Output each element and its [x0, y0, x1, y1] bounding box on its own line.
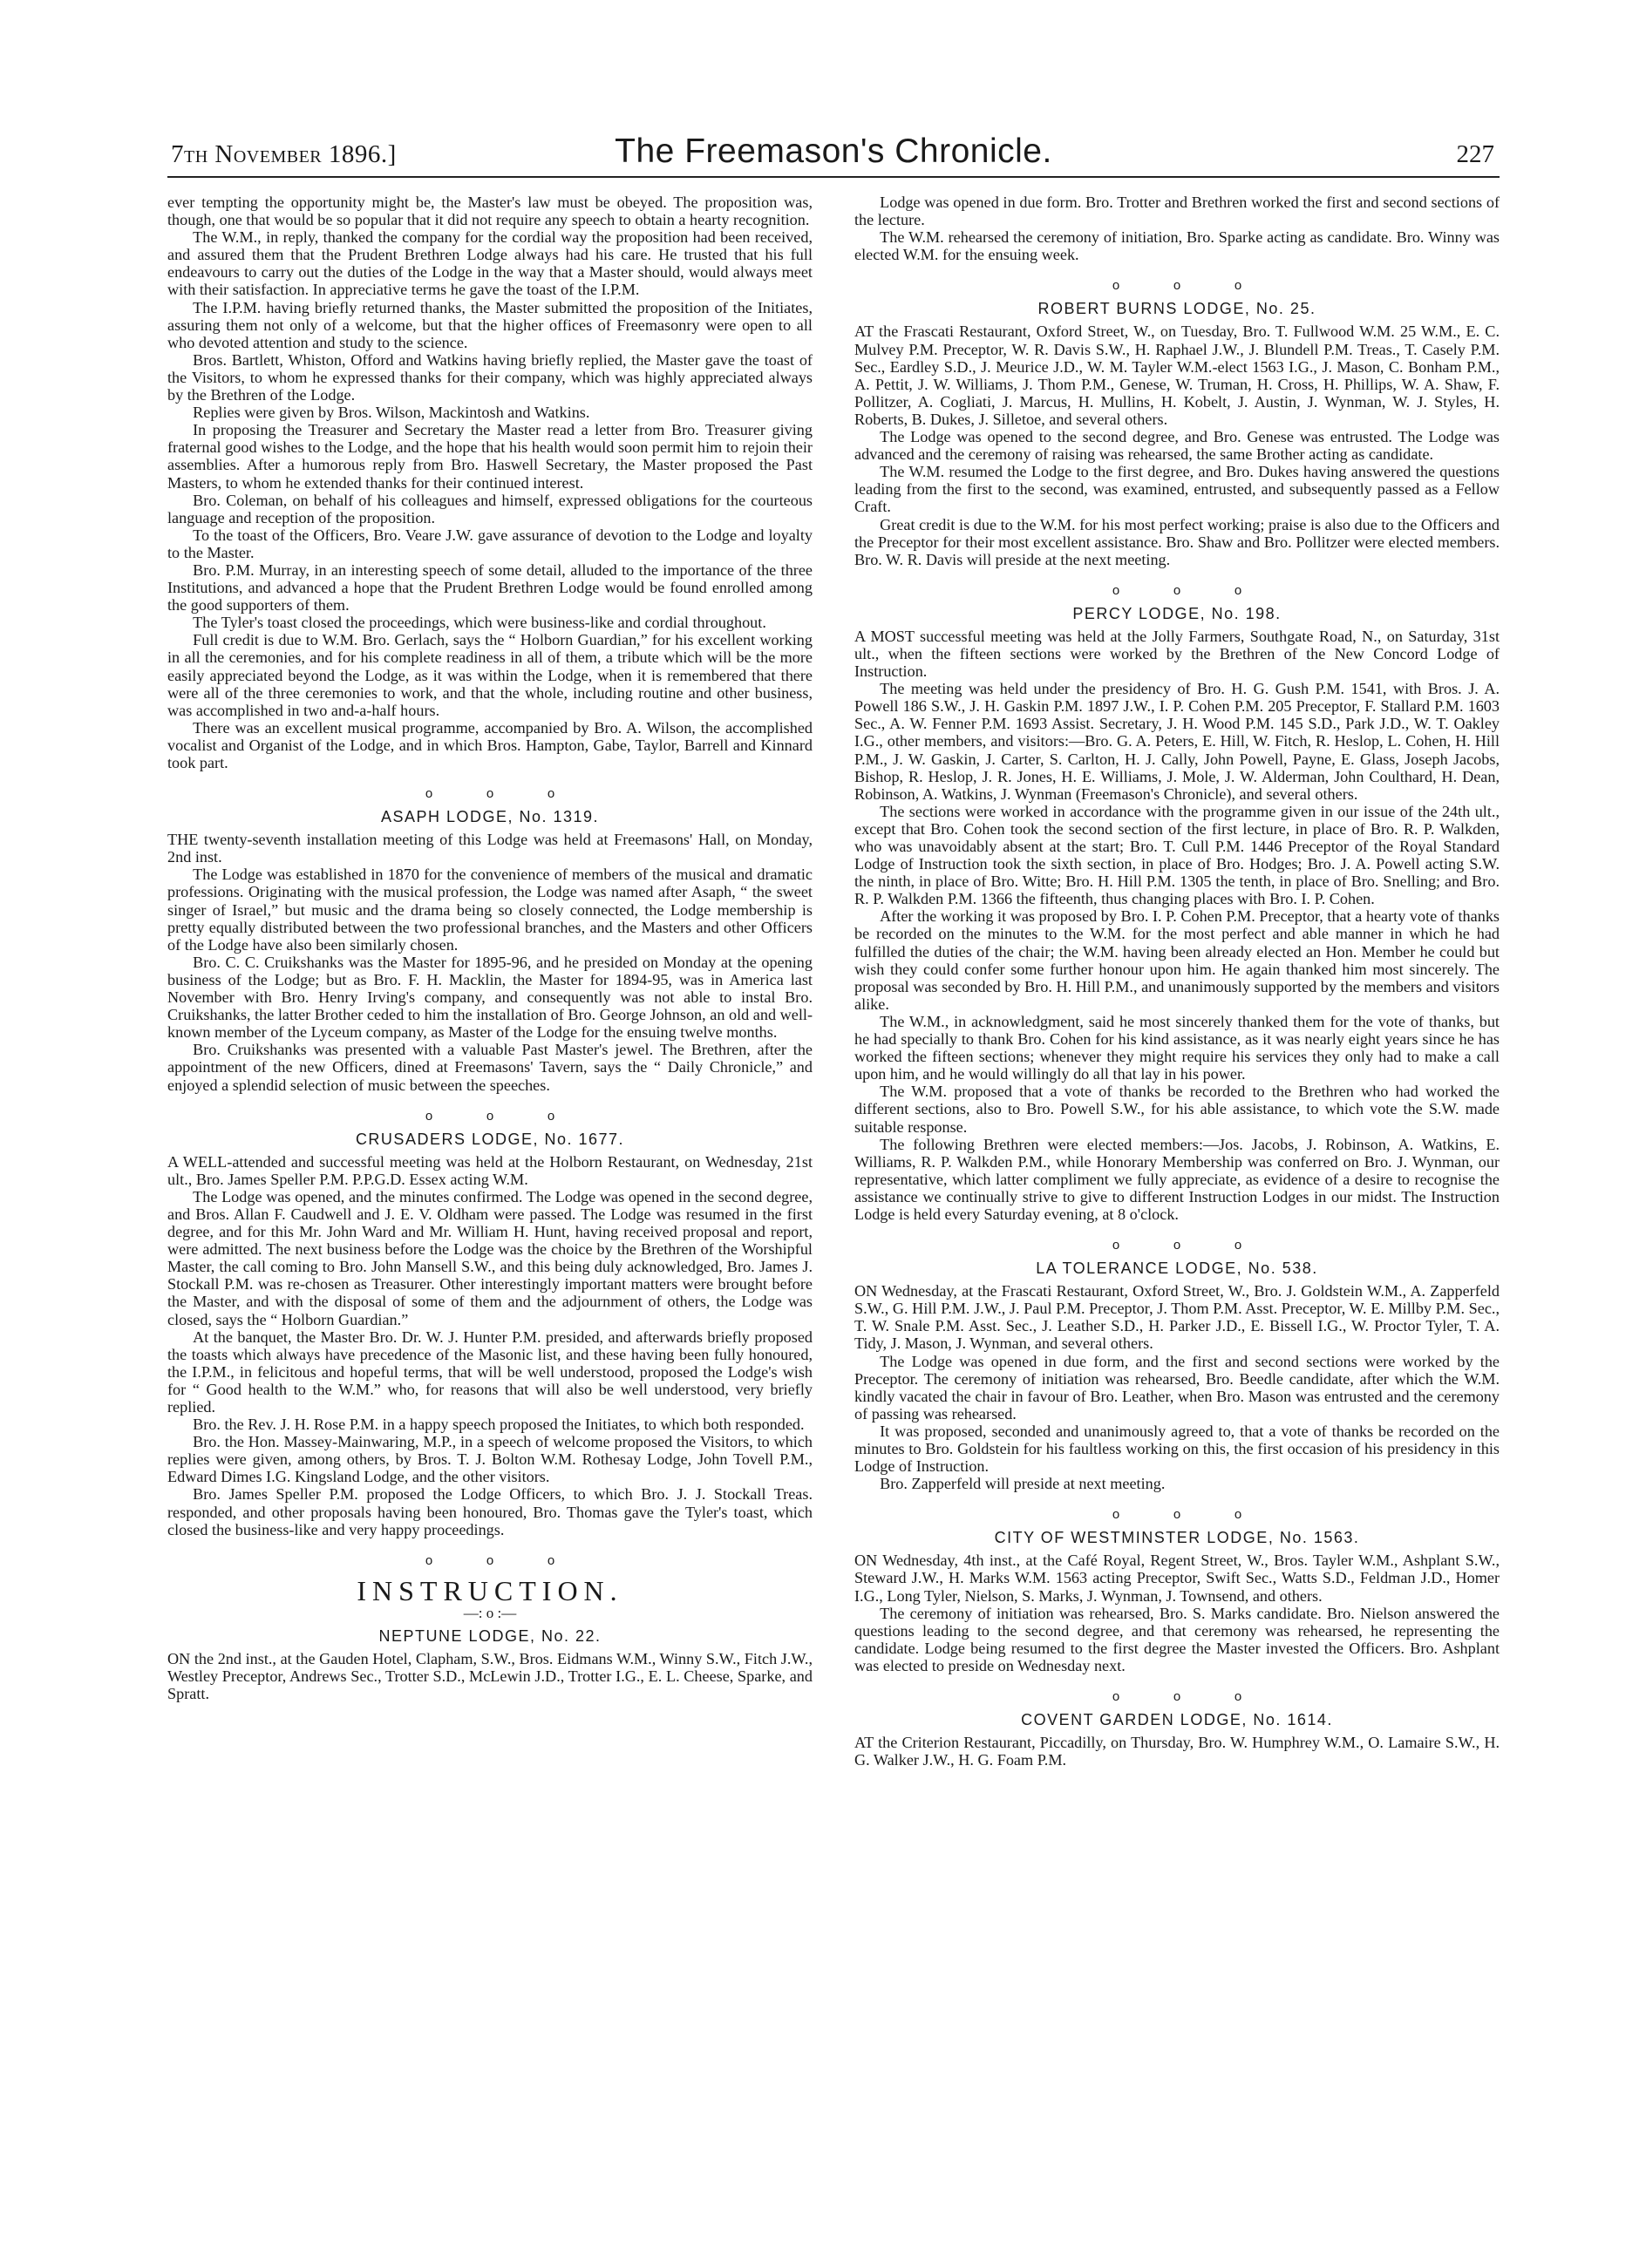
- paragraph: The sections were worked in accordance with the programme given in our issue of the 24th ult., except that Bro. Cohen took the second section of the first lecture, in place of Bro. R. P. Walkden, who was unavoidably absent at the start; Bro. T. Cull P.M. 1446 Preceptor of the Royal Standard Lodge of Instruction took the sixth section, in place of Bro. Hodges; Bro. J. A. Powell acting S.W. the ninth, in place of Bro. Witte; Bro. H. Hill P.M. 1305 the tenth, in place of Bro. Snelling; and Bro. R. P. Walkden P.M. 1366 the fifteenth, thus changing places with Bro. I. P. Cohen.: [854, 802, 1500, 908]
- paragraph: At the banquet, the Master Bro. Dr. W. J. Hunter P.M. presided, and afterwards briefly proposed the toasts which always have precedence of the Masonic list, and these having been fully honoured, the I.P.M., in felicitous and hopeful terms, that will be well understood, proposed the Lodge's wish for “ Good health to the W.M.” who, for reasons that will also be well understood, very briefly replied.: [167, 1328, 813, 1416]
- section-heading: ASAPH LODGE, No. 1319.: [380, 808, 600, 826]
- paragraph: It was proposed, seconded and unanimously agreed to, that a vote of thanks be recorded on the minutes to Bro. Goldstein for his faultless working on this, the first occasion of his presidency in this Lodge of Instruction.: [854, 1422, 1500, 1476]
- paragraph: The W.M. rehearsed the ceremony of initiation, Bro. Sparke acting as candidate. Bro. Winny was elected W.M. for the ensuing week.: [854, 228, 1500, 264]
- section-ornament: o o o: [1112, 1238, 1242, 1253]
- paragraph: Bro. the Rev. J. H. Rose P.M. in a happy speech proposed the Initiates, to which both responded.: [193, 1416, 805, 1434]
- paragraph: Bro. James Speller P.M. proposed the Lodge Officers, to which Bro. J. J. Stockall Treas. responded, and other proposals having been honoured, Bro. Thomas gave the Tyler's toast, which closed the business-like and very happy proceedings.: [167, 1485, 813, 1538]
- section-lead: ON the 2nd inst., at the Gauden Hotel, Clapham, S.W., Bros. Eidmans W.M., Winny S.W., Fitch J.W., Westley Preceptor, Andrews Sec., Trotter S.D., McLewin J.D., Trotter I.G., E. L. Cheese, Sparke, and Spratt.: [167, 1650, 813, 1703]
- section-lead: THE twenty-seventh installation meeting of this Lodge was held at Freemasons' Hall, on Monday, 2nd inst.: [167, 831, 813, 866]
- left-column: [167, 194, 813, 2216]
- section-lead: AT the Criterion Restaurant, Piccadilly, on Thursday, Bro. W. Humphrey W.M., O. Lamaire S.W., H. G. Walker J.W., H. G. Foam P.M.: [854, 1734, 1500, 1769]
- section-ornament: o o o: [1112, 1689, 1242, 1705]
- publication-title: The Freemason's Chronicle.: [615, 132, 1052, 170]
- paragraph: The W.M. resumed the Lodge to the first degree, and Bro. Dukes having answered the questions leading from the first to the second, was examined, entrusted, and subsequently passed as a Fellow Craft.: [854, 463, 1500, 516]
- section-ornament: o o o: [1112, 278, 1242, 294]
- paragraph: To the toast of the Officers, Bro. Veare J.W. gave assurance of devotion to the Lodge and loyalty to the Master.: [167, 526, 813, 561]
- paragraph: The Lodge was established in 1870 for the convenience of members of the musical and dramatic professions. Originating with the musical profession, the Lodge was named after Asaph, “ the sweet singer of Israel,” but music and the drama being so closely connected, the Lodge membership is pretty equally distributed between the two professional branches, and the Masters and other Officers of the Lodge have also been similarly chosen.: [167, 866, 813, 954]
- paragraph: Bro. C. C. Cruikshanks was the Master for 1895-96, and he presided on Monday at the opening business of the Lodge; but as Bro. F. H. Macklin, the Master for 1894-95, was in America last November with Bro. Henry Irving's company, and consequently was not able to instal Bro. Cruikshanks, the latter Brother ceded to him the installation of Bro. George Johnson, an old and well-known member of the Lyceum company, as Master of the Lodge for the ensuing twelve months.: [167, 953, 813, 1042]
- paragraph: Lodge was opened in due form. Bro. Trotter and Brethren worked the first and second sections of the lecture.: [854, 194, 1500, 229]
- section-ornament: o o o: [1112, 582, 1242, 598]
- section-lead: A WELL-attended and successful meeting was held at the Holborn Restaurant, on Wednesday, 21st ult., Bro. James Speller P.M. P.P.G.D. Essex acting W.M.: [167, 1152, 813, 1188]
- section-heading: CITY OF WESTMINSTER LODGE, No. 1563.: [994, 1529, 1360, 1547]
- section-ornament: o o o: [425, 1108, 555, 1124]
- paragraph: There was an excellent musical programme, accompanied by Bro. A. Wilson, the accomplished vocalist and Organist of the Lodge, and in which Bros. Hampton, Gabe, Taylor, Barrell and Kinnard took part.: [167, 718, 813, 771]
- right-column: [854, 194, 1500, 2216]
- paragraph: The W.M., in acknowledgment, said he most sincerely thanked them for the vote of thanks, but he had specially to thank Bro. Cohen for his kind assistance, as it was nearly eight years since he has worked the fifteen sections; whenever they might require his services they only had to make a call upon him, and he would willingly do all that lay in his power.: [854, 1012, 1500, 1083]
- paragraph: The following Brethren were elected members:—Jos. Jacobs, J. Robinson, A. Watkins, E. Williams, R. P. Walkden P.M., while Honorary Membership was conferred on Bro. J. Wynman, our representative, which latter compliment we fully appreciate, as evidence of a desire to recognise the assistance we continually strive to give to different Instruction Lodges in our midst. The Instruction Lodge is held every Saturday evening, at 8 o'clock.: [854, 1135, 1500, 1223]
- paragraph: Bros. Bartlett, Whiston, Offord and Watkins having briefly replied, the Master gave the toast of the Visitors, to whom he expressed thanks for their company, which was highly appreciated always by the Brethren of the Lodge.: [167, 350, 813, 404]
- masthead: [167, 131, 1500, 178]
- paragraph: In proposing the Treasurer and Secretary the Master read a letter from Bro. Treasurer giving fraternal good wishes to the Lodge, and the hope that his health would soon permit him to rejoin their assemblies. After a humorous reply from Bro. Haswell Secretary, the Master proposed the Past Masters, to whom he extended thanks for their continued interest.: [167, 421, 813, 492]
- section-lead: ON Wednesday, 4th inst., at the Café Royal, Regent Street, W., Bros. Tayler W.M., Ashplant S.W., Steward J.W., H. Marks W.M. 1563 acting Preceptor, Swift Sec., Watts S.D., Feldman J.D., Homer I.G., Long Tyler, Nielson, S. Marks, J. Wynman, J. Townsend, and others.: [854, 1552, 1500, 1605]
- section-heading: ROBERT BURNS LODGE, No. 25.: [1037, 300, 1316, 318]
- paragraph: Bro. Zapperfeld will preside at next meeting.: [880, 1475, 1166, 1493]
- section-ornament: o o o: [1112, 1507, 1242, 1523]
- paragraph: The W.M., in reply, thanked the company for the cordial way the proposition had been received, and assured them that the Prudent Brethren Lodge always had his care. He trusted that his full endeavours to carry out the duties of the Lodge in the way that a Master should, would always meet with their satisfaction. In appreciative terms he gave the toast of the I.P.M.: [167, 228, 813, 299]
- section-heading: NEPTUNE LODGE, No. 22.: [378, 1626, 602, 1645]
- section-ornament: o o o: [425, 1552, 555, 1568]
- paragraph: The ceremony of initiation was rehearsed, Bro. S. Marks candidate. Bro. Nielson answered the questions leading to the second degree, and that ceremony was rehearsed, he representing the candidate. Lodge being resumed to the first degree the Master invested the Officers. Bro. Ashplant was elected to preside on Wednesday next.: [854, 1604, 1500, 1674]
- issue-date: 7th November 1896.]: [171, 140, 397, 168]
- section-lead: ON Wednesday, at the Frascati Restaurant, Oxford Street, W., Bro. J. Goldstein W.M., A. Zapperfeld S.W., G. Hill P.M. J.W., J. Paul P.M. Preceptor, J. Thom P.M. Asst. Preceptor, W. E. Millby P.M. Sec., T. W. Snale P.M. Asst. Sec., J. Leather S.D., H. Parker J.D., E. Bissell I.G., W. Proctor Tyler, T. A. Tidy, J. Mason, J. Wynman, and several others.: [854, 1282, 1500, 1353]
- paragraph: Bro. P.M. Murray, in an interesting speech of some detail, alluded to the importance of the three Institutions, and advanced a hope that the Prudent Brethren Lodge would be found enrolled among the good supporters of them.: [167, 560, 813, 615]
- paragraph: Great credit is due to the W.M. for his most perfect working; praise is also due to the Officers and the Preceptor for their most excellent assistance. Bro. Shaw and Bro. Pollitzer were elected members. Bro. W. R. Davis will preside at the next meeting.: [854, 515, 1500, 568]
- section-lead: AT the Frascati Restaurant, Oxford Street, W., on Tuesday, Bro. T. Fullwood W.M. 25 W.M., E. C. Mulvey P.M. Preceptor, W. R. Davis S.W., H. Raphael J.W., J. Blundell P.M. Treas., T. Casely P.M. Sec., Eardley S.D., J. Meurice J.D., W. M. Tayler W.M.-elect 1563 I.G., J. Mason, C. Bonham P.M., A. Pettit, J. W. Williams, J. Thom P.M., Genese, W. Truman, H. Cross, H. Phillips, W. A. Shaw, F. Pollitzer, A. Cogliati, J. Marcus, H. Mullins, H. Kobelt, J. Austin, J. Wynman, W. J. Styles, H. Roberts, B. Dukes, J. Silletoe, and several others.: [854, 323, 1500, 428]
- section-ornament: o o o: [425, 786, 555, 802]
- paragraph: Bro. Cruikshanks was presented with a valuable Past Master's jewel. The Brethren, after the appointment of the new Officers, dined at Freemasons' Tavern, says the “ Daily Chronicle,” and enjoyed a splendid selection of music between the speeches.: [167, 1041, 813, 1094]
- page-number: 227: [1456, 140, 1494, 168]
- paragraph: The Lodge was opened in due form, and the first and second sections were worked by the Preceptor. The ceremony of initiation was rehearsed, Bro. Beedle candidate, after which the W.M. kindly vacated the chair in favour of Bro. Leather, when Bro. Mason was entrusted and the ceremony of passing was rehearsed.: [854, 1352, 1500, 1423]
- section-heading: CRUSADERS LODGE, No. 1677.: [355, 1130, 625, 1148]
- paragraph: Bro. the Hon. Massey-Mainwaring, M.P., in a speech of welcome proposed the Visitors, to which replies were given, among others, by Bros. T. J. Bolton W.M. Rothesay Lodge, John Tovell P.M., Edward Dimes I.G. Kingsland Lodge, and the other visitors.: [167, 1433, 813, 1486]
- section-heading: LA TOLERANCE LODGE, No. 538.: [1036, 1260, 1318, 1278]
- paragraph: The Tyler's toast closed the proceedings, which were business-like and cordial throughout.: [193, 614, 766, 632]
- paragraph: The meeting was held under the presidency of Bro. H. G. Gush P.M. 1541, with Bros. J. A. Powell 186 S.W., J. H. Gaskin P.M. 1897 J.W., I. P. Cohen P.M. 205 Preceptor, F. Stallard P.M. 1603 Sec., A. W. Fenner P.M. 1693 Assist. Secretary, J. H. Wood P.M. 145 S.D., Park J.D., W. T. Oakley I.G., other members, and visitors:—Bro. G. A. Peters, E. Hill, W. Fitch, R. Heslop, L. Cohen, H. Hill P.M., J. W. Gaskin, J. Carter, S. Carlton, H. J. Cally, John Powell, Payne, E. Glass, Joseph Jacobs, Bishop, R. Heslop, J. R. Jones, H. E. Williams, J. Mole, J. W. Alderman, John Coulthard, H. Dean, Robinson, A. Watkins, J. Wynman (Freemason's Chronicle), and several others.: [854, 680, 1500, 803]
- instruction-heading: INSTRUCTION.: [357, 1574, 623, 1606]
- paragraph: Full credit is due to W.M. Bro. Gerlach, says the “ Holborn Guardian,” for his excellent working in all the ceremonies, and for his complete readiness in all of them, a tribute which will be the more easily appreciated beyond the Lodge, as it was within the Lodge, when it is remembered that there were all of the three ceremonies to work, and that the whole, including routine and other business, was accomplished in two and-a-half hours.: [167, 631, 813, 719]
- paragraph: The W.M. proposed that a vote of thanks be recorded to the Brethren who had worked the different sections, also to Bro. Powell S.W., for his able assistance, to which vote the S.W. made suitable response.: [854, 1083, 1500, 1136]
- paragraph: Bro. Coleman, on behalf of his colleagues and himself, expressed obligations for the courteous language and reception of the proposition.: [167, 491, 813, 526]
- paragraph: After the working it was proposed by Bro. I. P. Cohen P.M. Preceptor, that a hearty vote of thanks be recorded on the minutes to the W.M. for the most perfect and able manner in which he had fulfilled the duties of the chair; the W.M. having been already elected an Hon. Member he could but wish they could confer some further honour upon him. He again thanked him most sincerely. The proposal was seconded by Bro. H. Hill P.M., and unanimously supported by the members and visitors alike.: [854, 907, 1500, 1013]
- divider: —: o :—: [463, 1604, 517, 1621]
- paragraph: Replies were given by Bros. Wilson, Mackintosh and Watkins.: [193, 404, 590, 422]
- paragraph: The I.P.M. having briefly returned thanks, the Master submitted the proposition of the Initiates, assuring them not only of a welcome, but that the higher offices of Freemasonry were open to all who devoted attention and study to the science.: [167, 298, 813, 351]
- paragraph: ever tempting the opportunity might be, the Master's law must be obeyed. The proposition was, though, one that would be so popular that it did not require any speech to obtain a hearty recognition.: [167, 194, 813, 229]
- section-heading: PERCY LODGE, No. 198.: [1072, 604, 1282, 622]
- paragraph: The Lodge was opened, and the minutes confirmed. The Lodge was opened in the second degree, and Bros. Allan F. Caudwell and J. E. V. Oldham were passed. The Lodge was resumed in the first degree, and for this Mr. John Ward and Mr. William H. Hunt, having received proposal and report, were admitted. The next business before the Lodge was the choice by the Brethren of the Worshipful Master, the call coming to Bro. John Mansell S.W., and this being duly acknowledged, Bro. James J. Stockall P.M. was re-chosen as Treasurer. Other interestingly important matters were brought before the Master, and with the disposal of some of them and the adjournment of others, the Lodge was closed, says the “ Holborn Guardian.”: [167, 1187, 813, 1328]
- section-heading: COVENT GARDEN LODGE, No. 1614.: [1021, 1711, 1333, 1729]
- paragraph: The Lodge was opened to the second degree, and Bro. Genese was entrusted. The Lodge was advanced and the ceremony of raising was rehearsed, the same Brother acting as candidate.: [854, 428, 1500, 464]
- section-lead: A MOST successful meeting was held at the Jolly Farmers, Southgate Road, N., on Saturday, 31st ult., when the fifteen sections were worked by the Brethren of the New Concord Lodge of Instruction.: [854, 627, 1500, 681]
